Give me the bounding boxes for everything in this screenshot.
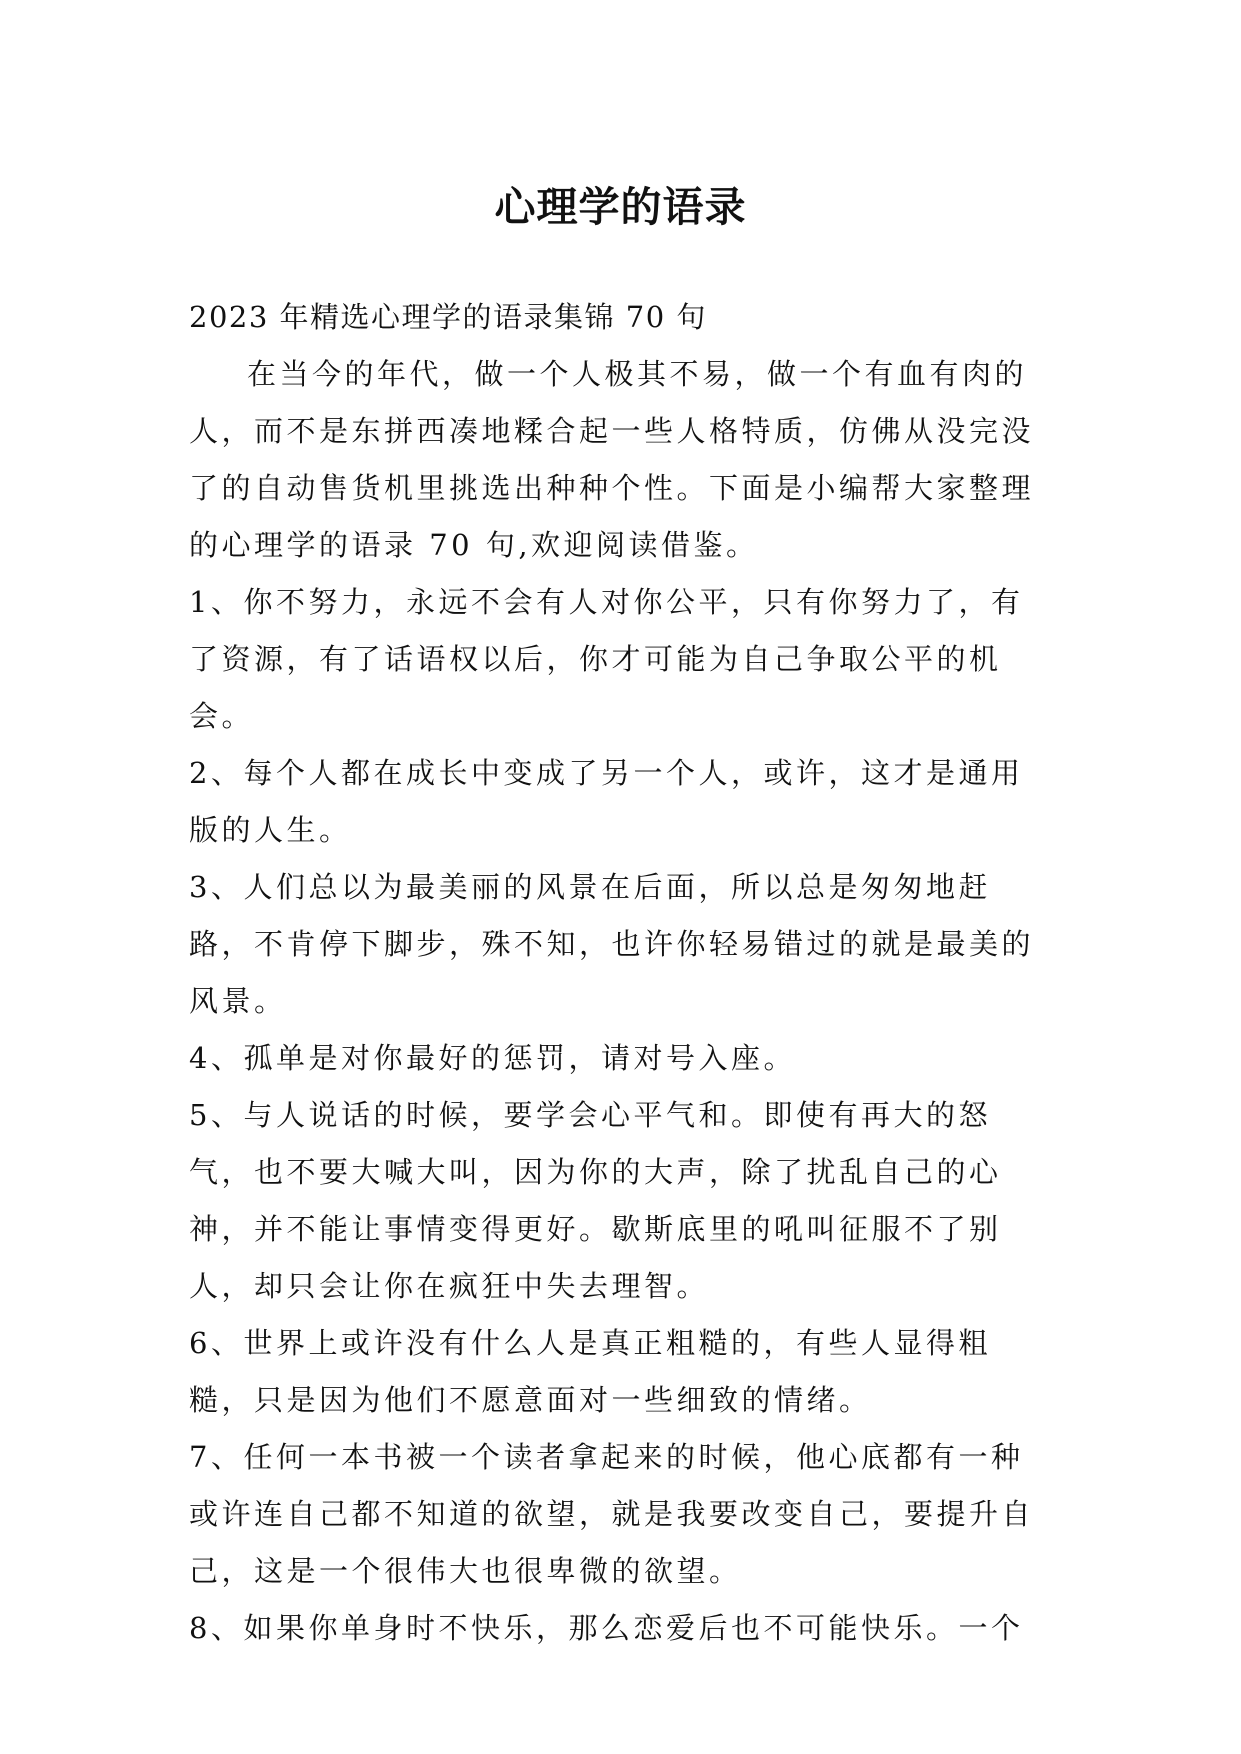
quote-item: 2、每个人都在成长中变成了另一个人，或许，这才是通用版的人生。 — [189, 756, 1024, 847]
quote-item: 4、孤单是对你最好的惩罚，请对号入座。 — [189, 1041, 796, 1075]
quote-item: 6、世界上或许没有什么人是真正粗糙的，有些人显得粗糙，只是因为他们不愿意面对一些细致的情绪。 — [189, 1326, 991, 1417]
quote-item: 8、如果你单身时不快乐，那么恋爱后也不可能快乐。一个 — [189, 1611, 1024, 1645]
document-subtitle: 2023 年精选心理学的语录集锦 70 句 — [189, 300, 707, 334]
quote-item: 1、你不努力，永远不会有人对你公平，只有你努力了，有了资源，有了话语权以后，你才可能为自己争取公平的机会。 — [189, 585, 1024, 733]
quote-item: 5、与人说话的时候，要学会心平气和。即使有再大的怒气，也不要大喊大叫，因为你的大声，除了扰乱自己的心神，并不能让事情变得更好。歇斯底里的吼叫征服不了别人，却只会让你在疯狂中失去理智。 — [189, 1098, 1002, 1303]
quote-item: 7、任何一本书被一个读者拿起来的时候，他心底都有一种或许连自己都不知道的欲望，就是我要改变自己，要提升自己，这是一个很伟大也很卑微的欲望。 — [189, 1440, 1035, 1588]
document-body — [189, 289, 1051, 1657]
page-title: 心理学的语录 — [494, 183, 747, 232]
quote-item: 3、人们总以为最美丽的风景在后面，所以总是匆匆地赶路，不肯停下脚步，殊不知，也许你轻易错过的就是最美的风景。 — [189, 870, 1035, 1018]
intro-paragraph: 在当今的年代，做一个人极其不易，做一个有血有肉的人，而不是东拼西凑地糅合起一些人格特质，仿佛从没完没了的自动售货机里挑选出种种个性。下面是小编帮大家整理的心理学的语录 70 句,欢迎阅读借鉴。 — [189, 357, 1035, 562]
